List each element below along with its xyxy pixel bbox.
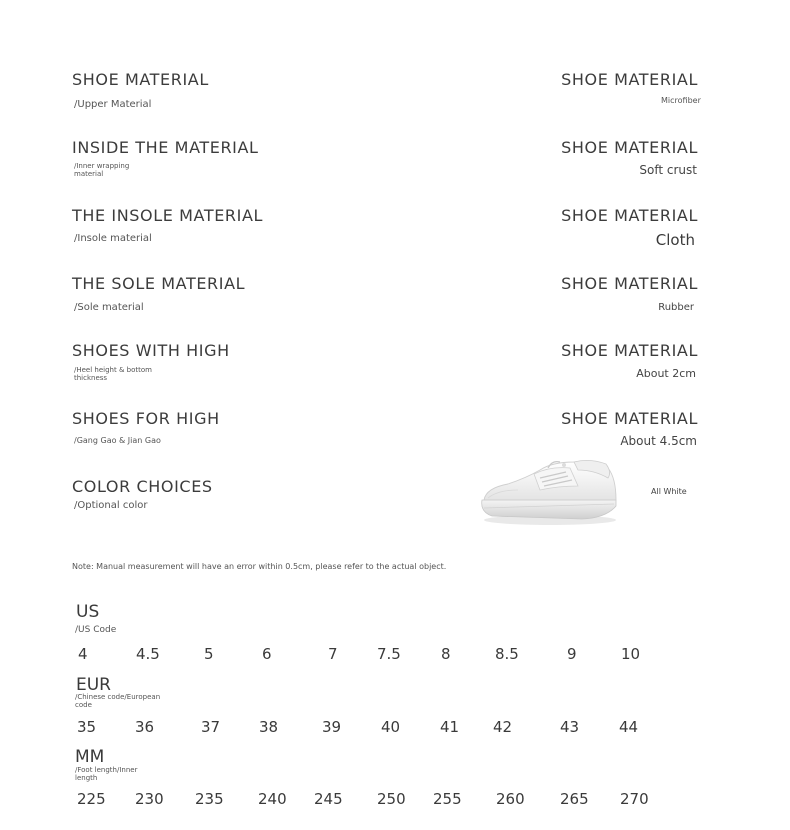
size-us-subtitle: /US Code — [75, 625, 117, 635]
color-option-all-white: All White — [651, 487, 687, 496]
size-eur-value: 43 — [560, 718, 580, 736]
spec-title-height: SHOES FOR HIGH — [72, 409, 220, 428]
size-eur-value: 41 — [440, 718, 460, 736]
spec-title-sole: THE SOLE MATERIAL — [72, 274, 246, 293]
size-eur-title: EUR — [76, 675, 111, 695]
spec-subtitle-height: /Gang Gao & Jian Gao — [74, 436, 161, 445]
size-mm-value: 255 — [433, 790, 462, 808]
spec-subtitle-inside: /Inner wrapping material — [74, 162, 130, 178]
spec-right-title-sole: SHOE MATERIAL — [561, 274, 698, 293]
size-mm-value: 260 — [496, 790, 525, 808]
size-us-value: 7.5 — [377, 645, 401, 663]
spec-title-insole: THE INSOLE MATERIAL — [72, 206, 264, 225]
spec-right-title-height: SHOE MATERIAL — [561, 409, 698, 428]
size-eur-value: 44 — [619, 718, 639, 736]
size-us-value: 8 — [441, 645, 451, 663]
size-us-value: 4.5 — [136, 645, 160, 663]
size-mm-value: 270 — [620, 790, 649, 808]
spec-subtitle-upper: /Upper Material — [74, 99, 152, 110]
spec-value-height: About 4.5cm — [620, 434, 697, 448]
spec-value-insole: Cloth — [655, 231, 695, 249]
size-us-title: US — [76, 602, 100, 622]
spec-right-title-insole: SHOE MATERIAL — [561, 206, 698, 225]
size-mm-row — [0, 790, 790, 810]
white-sneaker-icon — [478, 456, 623, 528]
size-mm-value: 235 — [195, 790, 224, 808]
size-eur-value: 39 — [322, 718, 342, 736]
size-eur-subtitle: /Chinese code/European code — [75, 693, 161, 709]
size-eur-value: 37 — [201, 718, 221, 736]
size-eur-value: 42 — [493, 718, 513, 736]
spec-right-title-inside: SHOE MATERIAL — [561, 138, 698, 157]
spec-subtitle-insole: /Insole material — [74, 233, 152, 244]
spec-title-upper: SHOE MATERIAL — [72, 70, 209, 89]
size-us-value: 9 — [567, 645, 577, 663]
size-us-value: 7 — [328, 645, 338, 663]
spec-value-sole: Rubber — [658, 302, 694, 313]
spec-right-title-upper: SHOE MATERIAL — [561, 70, 698, 89]
size-mm-value: 240 — [258, 790, 287, 808]
spec-value-heel: About 2cm — [636, 367, 696, 380]
spec-value-upper: Microfiber — [661, 96, 701, 105]
size-mm-value: 230 — [135, 790, 164, 808]
size-us-value: 5 — [204, 645, 214, 663]
size-mm-subtitle: /Foot length/Inner length — [75, 766, 138, 782]
size-eur-value: 35 — [77, 718, 97, 736]
measurement-note: Note: Manual measurement will have an error within 0.5cm, please refer to the actual object. — [72, 562, 447, 571]
size-eur-value: 40 — [381, 718, 401, 736]
size-eur-value: 38 — [259, 718, 279, 736]
size-mm-value: 225 — [77, 790, 106, 808]
spec-value-inside: Soft crust — [639, 163, 697, 177]
color-subtitle: /Optional color — [74, 500, 148, 511]
size-us-value: 6 — [262, 645, 272, 663]
size-eur-value: 36 — [135, 718, 155, 736]
spec-title-heel: SHOES WITH HIGH — [72, 341, 230, 360]
size-mm-title: MM — [75, 747, 105, 767]
size-us-value: 10 — [621, 645, 641, 663]
size-us-value: 8.5 — [495, 645, 519, 663]
size-eur-row — [0, 718, 790, 738]
color-title: COLOR CHOICES — [72, 477, 213, 496]
spec-subtitle-heel: /Heel height & bottom thickness — [74, 366, 152, 382]
spec-right-title-heel: SHOE MATERIAL — [561, 341, 698, 360]
size-mm-value: 245 — [314, 790, 343, 808]
spec-title-inside: INSIDE THE MATERIAL — [72, 138, 259, 157]
size-mm-value: 265 — [560, 790, 589, 808]
size-us-row — [0, 645, 790, 665]
size-us-value: 4 — [78, 645, 88, 663]
spec-subtitle-sole: /Sole material — [74, 302, 144, 313]
size-mm-value: 250 — [377, 790, 406, 808]
